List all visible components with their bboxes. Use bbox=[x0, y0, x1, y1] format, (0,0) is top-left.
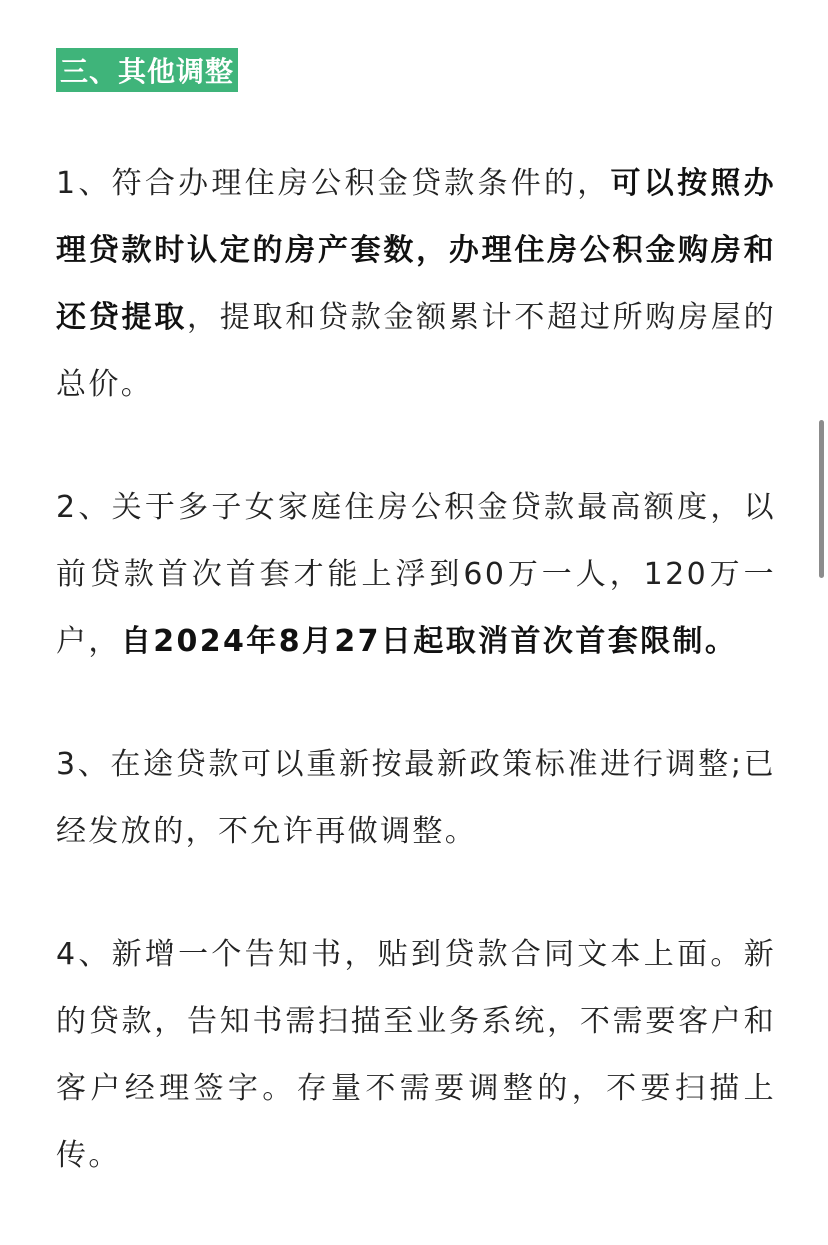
para-1-text-b: ，提取和贷款金额累计不超过所购房屋的总价。 bbox=[56, 300, 777, 402]
para-2-bold-text: 自2024年8月27日起取消首次首套限制。 bbox=[120, 624, 738, 659]
para-3-text: 3、在途贷款可以重新按最新政策标准进行调整;已经发放的，不允许再做调整。 bbox=[56, 747, 776, 849]
scrollbar[interactable] bbox=[819, 420, 824, 578]
paragraph-1 bbox=[56, 150, 776, 418]
para-4-text: 4、新增一个告知书，贴到贷款合同文本上面。新的贷款，告知书需扫描至业务系统，不需要客户和客户经理签字。存量不需要调整的，不要扫描上传。 bbox=[56, 937, 776, 1173]
para-1-text-a: 1、符合办理住房公积金贷款条件的， bbox=[56, 166, 611, 201]
para-2-text-a: 2、关于多子女家庭住房公积金贷款最高额度，以前贷款首次首套才能上浮到60万一人，120万一户， bbox=[56, 490, 776, 659]
para-1-bold-text: 可以按照办理贷款时认定的房产套数，办理住房公积金购房和还贷提取 bbox=[56, 166, 776, 335]
paragraph-4 bbox=[56, 921, 776, 1189]
paragraph-3 bbox=[56, 731, 776, 865]
paragraph-2 bbox=[56, 474, 776, 675]
section-heading: 三、其他调整 bbox=[56, 48, 238, 92]
article-body bbox=[56, 150, 776, 1245]
